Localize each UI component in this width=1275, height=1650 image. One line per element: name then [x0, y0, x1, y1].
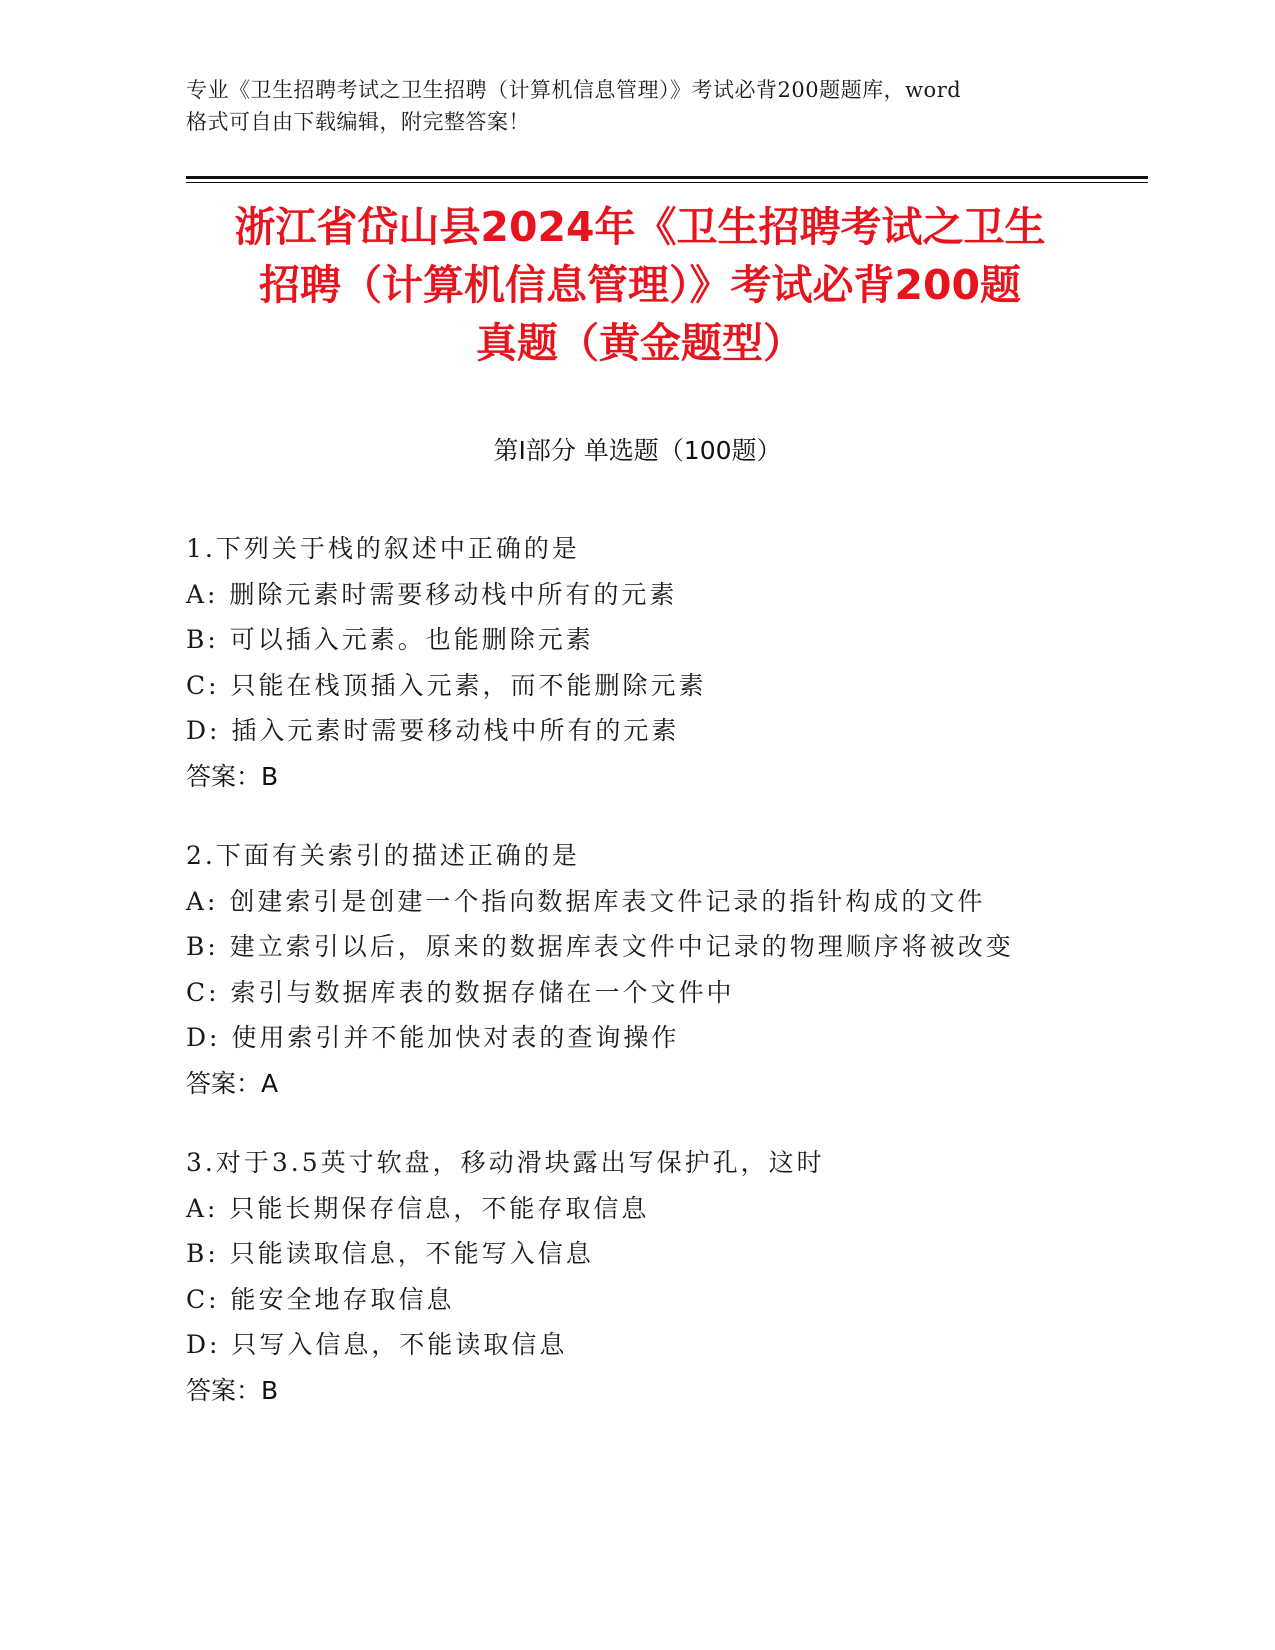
header-note	[186, 74, 1086, 138]
option-c: C: 只能在栈顶插入元素，而不能删除元素	[186, 670, 707, 700]
section-heading: 第I部分 单选题（100题）	[493, 436, 782, 465]
option-c: C: 索引与数据库表的数据存储在一个文件中	[186, 977, 735, 1007]
question-item	[186, 1140, 1186, 1413]
question-stem: 2.下面有关索引的描述正确的是	[186, 841, 580, 870]
answer-line: 答案：B	[186, 761, 279, 791]
option-d: D: 插入元素时需要移动栈中所有的元素	[186, 716, 680, 745]
option-b: B: 可以插入元素。也能删除元素	[186, 625, 594, 654]
document-title-line: 真题（黄金题型）	[476, 319, 804, 367]
answer-line: 答案：A	[186, 1068, 279, 1098]
question-item	[186, 833, 1186, 1106]
document-title	[160, 198, 1120, 372]
option-a: A: 创建索引是创建一个指向数据库表文件记录的指针构成的文件	[186, 886, 986, 916]
question-list	[186, 526, 1186, 1447]
option-d: D: 只写入信息，不能读取信息	[186, 1330, 568, 1359]
header-divider-thin	[186, 182, 1148, 183]
option-b: B: 建立索引以后，原来的数据库表文件中记录的物理顺序将被改变	[186, 932, 1014, 961]
answer-line: 答案：B	[186, 1375, 279, 1405]
question-stem: 1.下列关于栈的叙述中正确的是	[186, 534, 580, 563]
header-note-line: 专业《卫生招聘考试之卫生招聘（计算机信息管理）》考试必背200题题库，word	[186, 78, 962, 102]
question-stem: 3.对于3.5英寸软盘，移动滑块露出写保护孔，这时	[186, 1148, 825, 1177]
document-title-line: 招聘（计算机信息管理）》考试必背200题	[258, 261, 1022, 309]
document-title-line: 浙江省岱山县2024年《卫生招聘考试之卫生	[234, 203, 1046, 251]
option-b: B: 只能读取信息，不能写入信息	[186, 1239, 594, 1268]
option-d: D: 使用索引并不能加快对表的查询操作	[186, 1023, 680, 1052]
header-note-line: 格式可自由下载编辑，附完整答案！	[186, 110, 530, 134]
header-divider-thick	[186, 176, 1148, 179]
option-c: C: 能安全地存取信息	[186, 1284, 455, 1314]
option-a: A: 只能长期保存信息，不能存取信息	[186, 1193, 650, 1223]
option-a: A: 删除元素时需要移动栈中所有的元素	[186, 579, 678, 609]
question-item	[186, 526, 1186, 799]
